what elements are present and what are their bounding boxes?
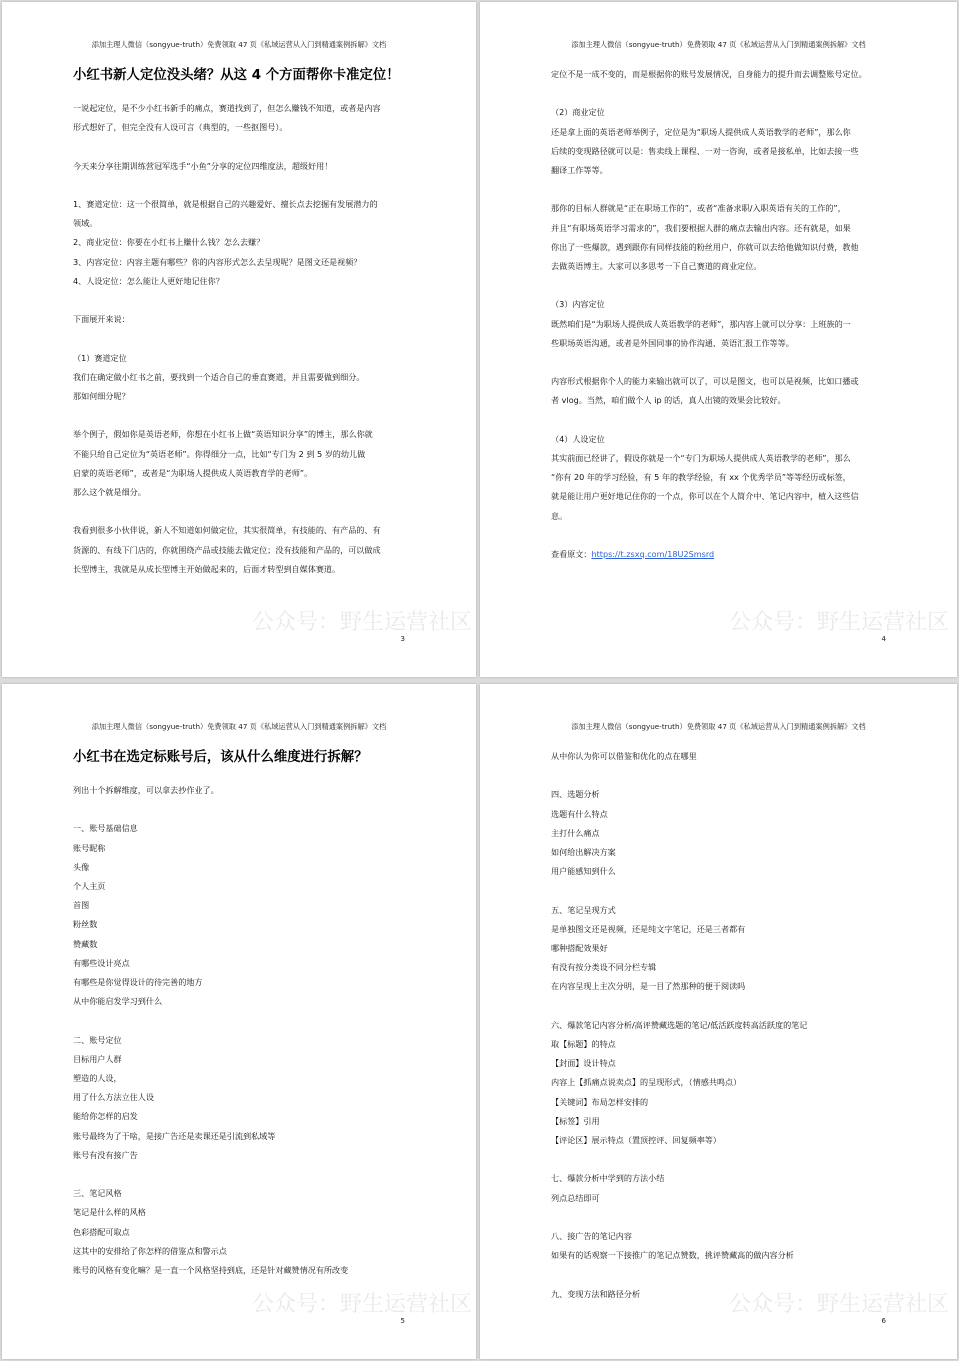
text-line: 那么这个就是细分。 xyxy=(73,486,146,497)
text-line: “你有 20 年的学习经验，有 5 年的教学经验，有 xx 个优秀学员”等等经历或标签， xyxy=(551,472,851,483)
text-line: 启蒙的英语老师”，或者是“为职场人提供成人英语教育学的老师”。 xyxy=(73,467,313,478)
text-line: 用户能感知到什么 xyxy=(551,866,616,877)
reference-link[interactable]: https://t.zsxq.com/18U2Smsrd xyxy=(591,548,715,559)
text-line: 那如何细分呢？ xyxy=(73,390,130,401)
text-line: 四、选题分析 xyxy=(551,789,600,800)
watermark: 公众号：野生运营社区 xyxy=(252,610,473,635)
text-line: （1）赛道定位 xyxy=(73,352,127,363)
text-line: 在内容呈现上主次分明，是一目了然那种的便于阅读吗 xyxy=(551,981,746,992)
page-title: 小红书在选定标账号后，该从什么维度进行拆解？ xyxy=(73,750,368,765)
text-line: 【标签】引用 xyxy=(551,1115,600,1126)
text-line: 是单独图文还是视频，还是纯文字笔记，还是三者都有 xyxy=(551,923,746,934)
paragraph-gap xyxy=(73,406,410,425)
text-line: 领域。 xyxy=(73,218,98,229)
text-line: 去做英语博主。大家可以多思考一下自己赛道的商业定位。 xyxy=(551,261,762,271)
text-line: 取【标题】的特点 xyxy=(551,1039,616,1049)
text-line: 今天来分享往期训练营冠军选手“小鱼”分享的定位四维度法，超级好用！ xyxy=(73,160,333,171)
paragraph-gap xyxy=(551,881,891,900)
page-number: 4 xyxy=(881,635,886,643)
text-line: 内容上【抓痛点说卖点】的呈现形式，（情感共鸣点） xyxy=(551,1077,742,1088)
paragraph-gap xyxy=(73,800,410,819)
text-line: 三、笔记风格 xyxy=(73,1188,122,1199)
paragraph-gap xyxy=(73,329,410,348)
paragraph-gap xyxy=(551,353,891,372)
page-header: 添加主理人微信（songyue-truth）免费领取 47 页《私域运营从入门到精通案例拆解》文档 xyxy=(571,40,866,49)
page-number: 5 xyxy=(400,1317,405,1325)
page-content xyxy=(73,66,410,579)
watermark: 公众号：野生运营社区 xyxy=(729,610,950,635)
text-line: 既然咱们是“为职场人提供成人英语教学的老师”，那内容上就可以分享：上班族的一 xyxy=(551,318,851,329)
text-line: 粉丝数 xyxy=(73,919,98,930)
text-line: 有没有按分类设不同分栏专辑 xyxy=(551,962,657,973)
text-line: 一、账号基础信息 xyxy=(73,823,138,834)
text-line: 如果有的话观察一下接推广的笔记点赞数，挑评赞藏高的做内容分析 xyxy=(551,1250,794,1261)
text-line: 从中你能启发学习到什么 xyxy=(73,996,163,1007)
text-line: 五、笔记呈现方式 xyxy=(551,904,616,915)
text-line: 2、商业定位：你要在小红书上赚什么钱？怎么去赚？ xyxy=(73,237,265,248)
text-line: 用了什么方法立住人设 xyxy=(73,1092,154,1103)
paragraph-gap xyxy=(551,411,891,430)
text-line: 六、爆款笔记内容分析/高评赞藏选题的笔记/低活跃度转高活跃度的笔记 xyxy=(551,1019,808,1030)
text-line: 那你的目标人群就是“正在职场工作的”，或者“准备求职/入职英语有关的工作的”， xyxy=(551,203,846,214)
text-line: 从中你认为你可以借鉴和优化的点在哪里 xyxy=(551,751,697,761)
text-line: 这其中的安排给了你怎样的借鉴点和警示点 xyxy=(73,1245,227,1256)
paragraph-gap xyxy=(73,1165,410,1184)
text-line: 有哪些设计亮点 xyxy=(73,957,130,968)
text-line: 后续的变现路径就可以是：售卖线上课程、一对一咨询，或者是接私单，比如去接一些 xyxy=(551,145,859,156)
page-header: 添加主理人微信（songyue-truth）免费领取 47 页《私域运营从入门到精通案例拆解》文档 xyxy=(91,40,387,49)
text-line: 笔记是什么样的风格 xyxy=(73,1207,146,1218)
text-line: 息。 xyxy=(551,510,568,521)
text-line: 其实前面已经讲了，假设你就是一个“专门为职场人提供成人英语教学的老师”，那么 xyxy=(551,452,851,463)
text-line: 内容形式根据你个人的能力来输出就可以了，可以是图文，也可以是视频，比如口播或 xyxy=(551,376,859,387)
paragraph-gap xyxy=(551,1150,891,1169)
text-line: 账号有没有接广告 xyxy=(73,1149,138,1160)
text-line: 首图 xyxy=(73,900,90,911)
paragraph-gap xyxy=(73,1011,410,1030)
text-line: 九、变现方法和路径分析 xyxy=(551,1288,641,1299)
text-line: 我看到很多小伙伴说，新人不知道如何做定位，其实很简单，有技能的、有产品的、有 xyxy=(73,525,381,536)
text-line: 八、接广告的笔记内容 xyxy=(551,1231,632,1241)
page-number: 3 xyxy=(400,635,405,643)
page-number: 6 xyxy=(881,1317,886,1325)
text-line: （4）人设定位 xyxy=(551,433,605,444)
text-line: 些职场英语沟通，或者是外国同事的协作沟通、英语汇报工作等等。 xyxy=(551,337,794,348)
text-line: 【评论区】展示特点（置顶控评、回复频率等） xyxy=(551,1135,721,1146)
text-line: 者 vlog。当然，咱们做个人 ip 的话，真人出镜的效果会比较好。 xyxy=(551,395,786,406)
text-line: 一说起定位，是不少小红书新手的痛点，赛道找到了，但怎么赚钱不知道，或者是内容 xyxy=(73,103,381,113)
paragraph-gap xyxy=(73,502,410,521)
text-line: 赞藏数 xyxy=(73,938,98,949)
text-line: 不能只给自己定位为“英语老师”。你得细分一点，比如“专门为 2 到 5 岁的幼儿做 xyxy=(73,448,366,459)
text-line: 我们在确定做小红书之前，要找到一个适合自己的垂直赛道，并且需要做到细分。 xyxy=(73,371,365,382)
text-line: 选题有什么特点 xyxy=(551,808,608,819)
document-page-5 xyxy=(2,684,476,1359)
text-line: 如何给出解决方案 xyxy=(551,847,616,857)
page-content xyxy=(551,65,891,564)
text-line: 有哪些是你觉得设计的待完善的地方 xyxy=(73,977,203,988)
text-line: 头像 xyxy=(73,861,90,872)
text-line: 【封面】设计特点 xyxy=(551,1058,616,1069)
text-line: 下面展开来说： xyxy=(73,314,130,325)
text-line: 4、人设定位：怎么能让人更好地记住你？ xyxy=(73,275,224,286)
text-line: 翻译工作等等。 xyxy=(551,165,608,175)
text-line: 账号的风格有变化嘛？是一直一个风格坚持到底，还是针对藏赞情况有所改变 xyxy=(73,1265,349,1276)
paragraph-gap xyxy=(73,176,410,195)
text-line: 二、账号定位 xyxy=(73,1034,122,1045)
reference-label: 查看原文： xyxy=(551,548,592,559)
paragraph-gap xyxy=(551,180,891,199)
page-content xyxy=(73,748,410,1280)
paragraph-gap xyxy=(551,526,891,545)
text-line: 列出十个拆解维度，可以拿去抄作业了。 xyxy=(73,785,219,795)
paragraph-gap xyxy=(73,137,410,156)
paragraph-gap xyxy=(551,1265,891,1284)
text-line: 能给你怎样的启发 xyxy=(73,1111,138,1122)
text-line: 形式想好了，但完全没有人设可言（典型的，一些抠图号）。 xyxy=(73,122,288,133)
paragraph-gap xyxy=(551,84,891,103)
text-line: 色彩搭配可取点 xyxy=(73,1226,130,1237)
text-line: 长型博主，我就是从成长型博主开始做起来的，后面才转型到自媒体赛道。 xyxy=(73,563,341,574)
watermark: 公众号：野生运营社区 xyxy=(252,1292,473,1317)
paragraph-gap xyxy=(73,291,410,310)
page-title: 小红书新人定位没头绪？从这 4 个方面帮你卡准定位！ xyxy=(73,68,400,83)
text-line: 哪种搭配效果好 xyxy=(551,943,608,953)
text-line: 1、赛道定位：这一个很简单，就是根据自己的兴趣爱好、擅长点去挖掘有发展潜力的 xyxy=(73,198,378,209)
paragraph-gap xyxy=(551,766,891,785)
text-line: （3）内容定位 xyxy=(551,299,605,310)
watermark: 公众号：野生运营社区 xyxy=(729,1292,950,1317)
text-line: 你出了一些爆款，遇到跟你有同样技能的粉丝用户，你就可以去给他做知识付费，教他 xyxy=(551,241,859,252)
text-line: 七、爆款分析中学到的方法小结 xyxy=(551,1173,665,1184)
text-line: 个人主页 xyxy=(73,881,106,891)
page-header: 添加主理人微信（songyue-truth）免费领取 47 页《私域运营从入门到精通案例拆解》文档 xyxy=(571,722,866,731)
reference-line xyxy=(551,545,891,564)
text-line: 主打什么痛点 xyxy=(551,827,600,838)
text-line: 【关键词】布局怎样安排的 xyxy=(551,1096,649,1107)
document-page-4 xyxy=(480,2,957,677)
paragraph-gap xyxy=(551,997,891,1016)
text-line: 列点总结即可 xyxy=(551,1192,600,1203)
text-line: 塑造的人设， xyxy=(73,1073,122,1084)
page-content xyxy=(551,747,891,1304)
document-page-6 xyxy=(480,684,957,1359)
text-line: 定位不是一成不变的，而是根据你的账号发展情况，自身能力的提升而去调整账号定位。 xyxy=(551,69,867,79)
text-line: 3、内容定位：内容主题有哪些？你的内容形式怎么去呈现呢？是图文还是视频？ xyxy=(73,256,362,267)
text-line: 账号昵称 xyxy=(73,842,106,853)
text-line: 还是拿上面的英语老师举例子，定位是为“职场人提供成人英语教学的老师”，那么你 xyxy=(551,126,851,137)
document-page-3 xyxy=(2,2,476,677)
text-line: 账号最终为了干啥，是接广告还是卖课还是引流到私域等 xyxy=(73,1130,276,1141)
page-header: 添加主理人微信（songyue-truth）免费领取 47 页《私域运营从入门到精通案例拆解》文档 xyxy=(91,722,387,731)
text-line: 货源的、有线下门店的，你就围绕产品或技能去做定位；没有技能和产品的，可以做成 xyxy=(73,544,381,555)
text-line: 就是能让用户更好地记住你的一个点，你可以在个人简介中、笔记内容中，植入这些信 xyxy=(551,491,859,502)
paragraph-gap xyxy=(551,1208,891,1227)
text-line: 并且“有职场英语学习需求的”，我们要根据人群的痛点去输出内容。还有就是，如果 xyxy=(551,222,851,233)
text-line: 目标用户人群 xyxy=(73,1053,122,1064)
text-line: （2）商业定位 xyxy=(551,107,605,118)
paragraph-gap xyxy=(551,276,891,295)
text-line: 举个例子，假如你是英语老师，你想在小红书上做“英语知识分享”的博主，那么你就 xyxy=(73,429,373,440)
